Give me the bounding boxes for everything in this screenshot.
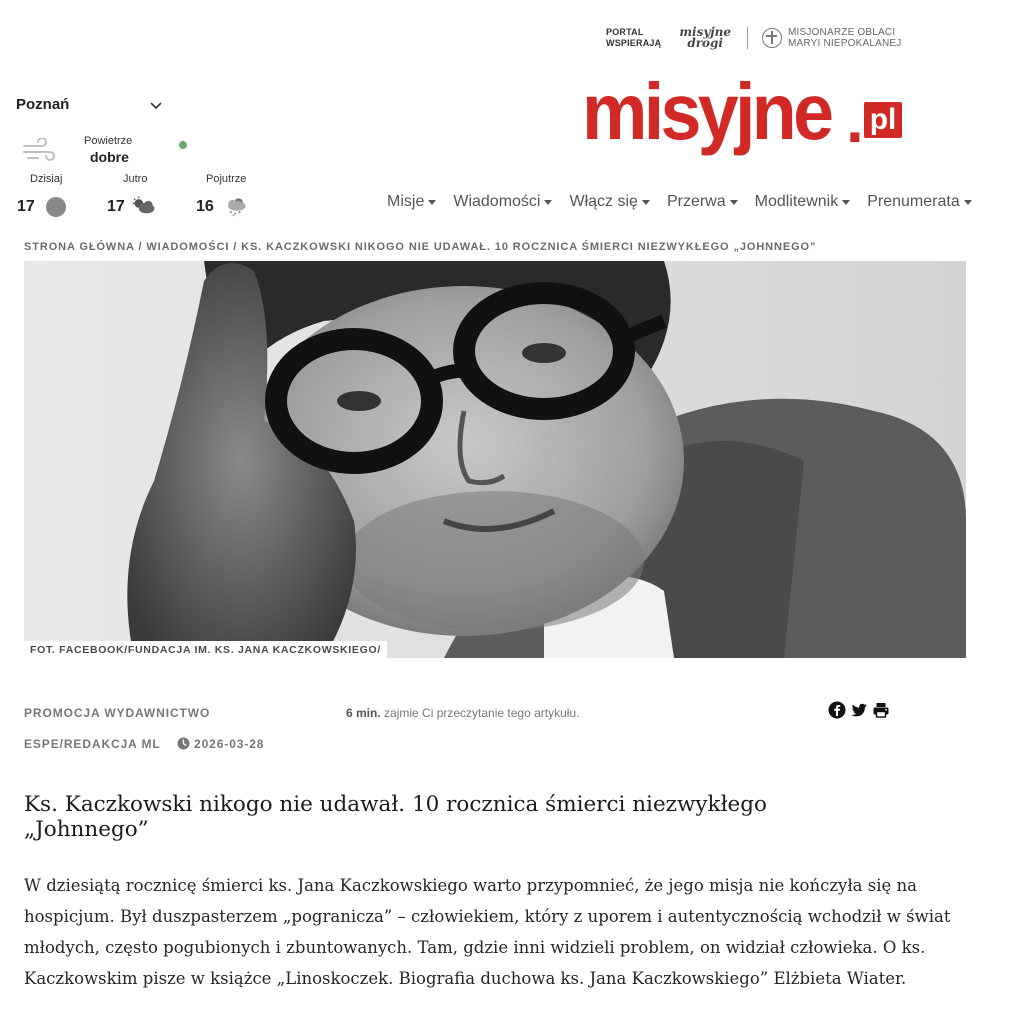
partners-strip [606,24,901,52]
main-nav [387,193,972,211]
portal-label [606,27,661,49]
site-logo[interactable] [582,62,902,156]
omi-cross-icon [762,28,782,48]
portrait-photo [24,261,966,658]
air-quality-status-dot [179,141,187,149]
portal-label-line1: PORTAL [606,27,644,37]
forecast-tomorrow-label: Jutro [123,173,148,185]
nav-label: Modlitewnik [754,193,839,210]
twitter-icon[interactable] [850,701,868,719]
nav-label: Wiadomości [453,193,541,210]
city-select[interactable]: Poznań [16,96,70,113]
nav-item-modlitewnik[interactable] [755,193,851,211]
nav-item-wlacz-sie[interactable] [569,193,649,211]
logo-wordmark: misyjne [582,67,831,156]
article-title: Ks. Kaczkowski nikogo nie udawał. 10 rocznica śmierci niezwykłego „Johnnego” [24,792,767,842]
sun-cloud-icon [131,194,157,218]
misyjne-drogi-line1: misyjne [679,25,731,39]
hero-image [24,261,966,658]
cloud-icon [43,194,69,218]
forecast-tomorrow-temp: 17 [107,198,125,215]
logo-tld-badge: pl [864,102,903,138]
print-icon[interactable] [872,701,890,719]
nav-item-przerwa[interactable] [667,193,738,211]
air-quality-label: Powietrze [84,135,133,147]
logo-dot: . [845,84,864,156]
article-category[interactable]: PROMOCJA WYDAWNICTWO [24,706,211,720]
article-date: 2026-03-28 [194,737,265,751]
wind-icon [22,138,56,164]
rain-cloud-icon [223,194,249,218]
reading-time-text: zajmie Ci przeczytanie tego artykułu. [380,706,580,720]
nav-item-wiadomosci[interactable] [453,193,552,211]
portal-label-line2: WSPIERAJĄ [606,38,662,48]
caret-down-icon [428,200,436,205]
caret-down-icon [730,200,738,205]
reading-time [346,706,579,720]
nav-label: Włącz się [569,193,638,210]
nav-label: Misje [387,193,425,210]
caret-down-icon [842,200,850,205]
omi-line2: MARYI NIEPOKALANEJ [788,38,902,49]
facebook-icon[interactable] [828,701,846,719]
article-author[interactable]: ESPE/REDAKCJA ML [24,737,161,751]
forecast-today-temp: 17 [17,198,35,215]
caret-down-icon [964,200,972,205]
nav-item-prenumerata[interactable] [867,193,972,211]
share-buttons [828,701,890,719]
nav-label: Prenumerata [867,193,960,210]
article-lead: W dziesiątą rocznicę śmierci ks. Jana Kaczkowskiego warto przypomnieć, że jego misja nie kończyła się na hospicjum. Był duszpasterzem „pogranicza” – człowiekiem, który z uporem i autentycznością wchodził w świat młodych, często pogubionych i zbuntowanych. Tam, gdzie inni widzieli problem, on widział człowieka. O ks. Kaczkowskim pisze w książce „Linoskoczek. Biografia duchowa ks. Jana Kaczkowskiego” Elżbieta Wiater. [24,876,951,988]
misyjne-drogi-line2: drogi [687,36,723,50]
clock-icon [177,737,190,750]
photo-caption: FOT. FACEBOOK/FUNDACJA IM. KS. JANA KACZKOWSKIEGO/ [24,641,387,659]
air-quality-value: dobre [90,149,129,165]
reading-time-minutes: 6 min. [346,706,381,720]
forecast-today-label: Dzisiaj [30,173,63,185]
chevron-down-icon[interactable] [150,99,162,111]
forecast-aftertomorrow-label: Pojutrze [206,173,247,185]
caret-down-icon [642,200,650,205]
partner-divider [747,27,748,49]
nav-item-misje[interactable] [387,193,436,211]
misyjne-drogi-logo[interactable] [679,27,731,49]
caret-down-icon [544,200,552,205]
forecast-aftertomorrow-temp: 16 [196,198,214,215]
nav-label: Przerwa [666,193,726,210]
omi-logo[interactable] [762,27,901,49]
breadcrumb[interactable]: STRONA GŁÓWNA / WIADOMOŚCI / KS. KACZKOWSKI NIKOGO NIE UDAWAŁ. 10 ROCZNICA ŚMIERCI NIEZWYKŁEGO „JOHNNEGO” [24,241,817,253]
omi-line1: MISJONARZE OBLACI [788,27,896,38]
